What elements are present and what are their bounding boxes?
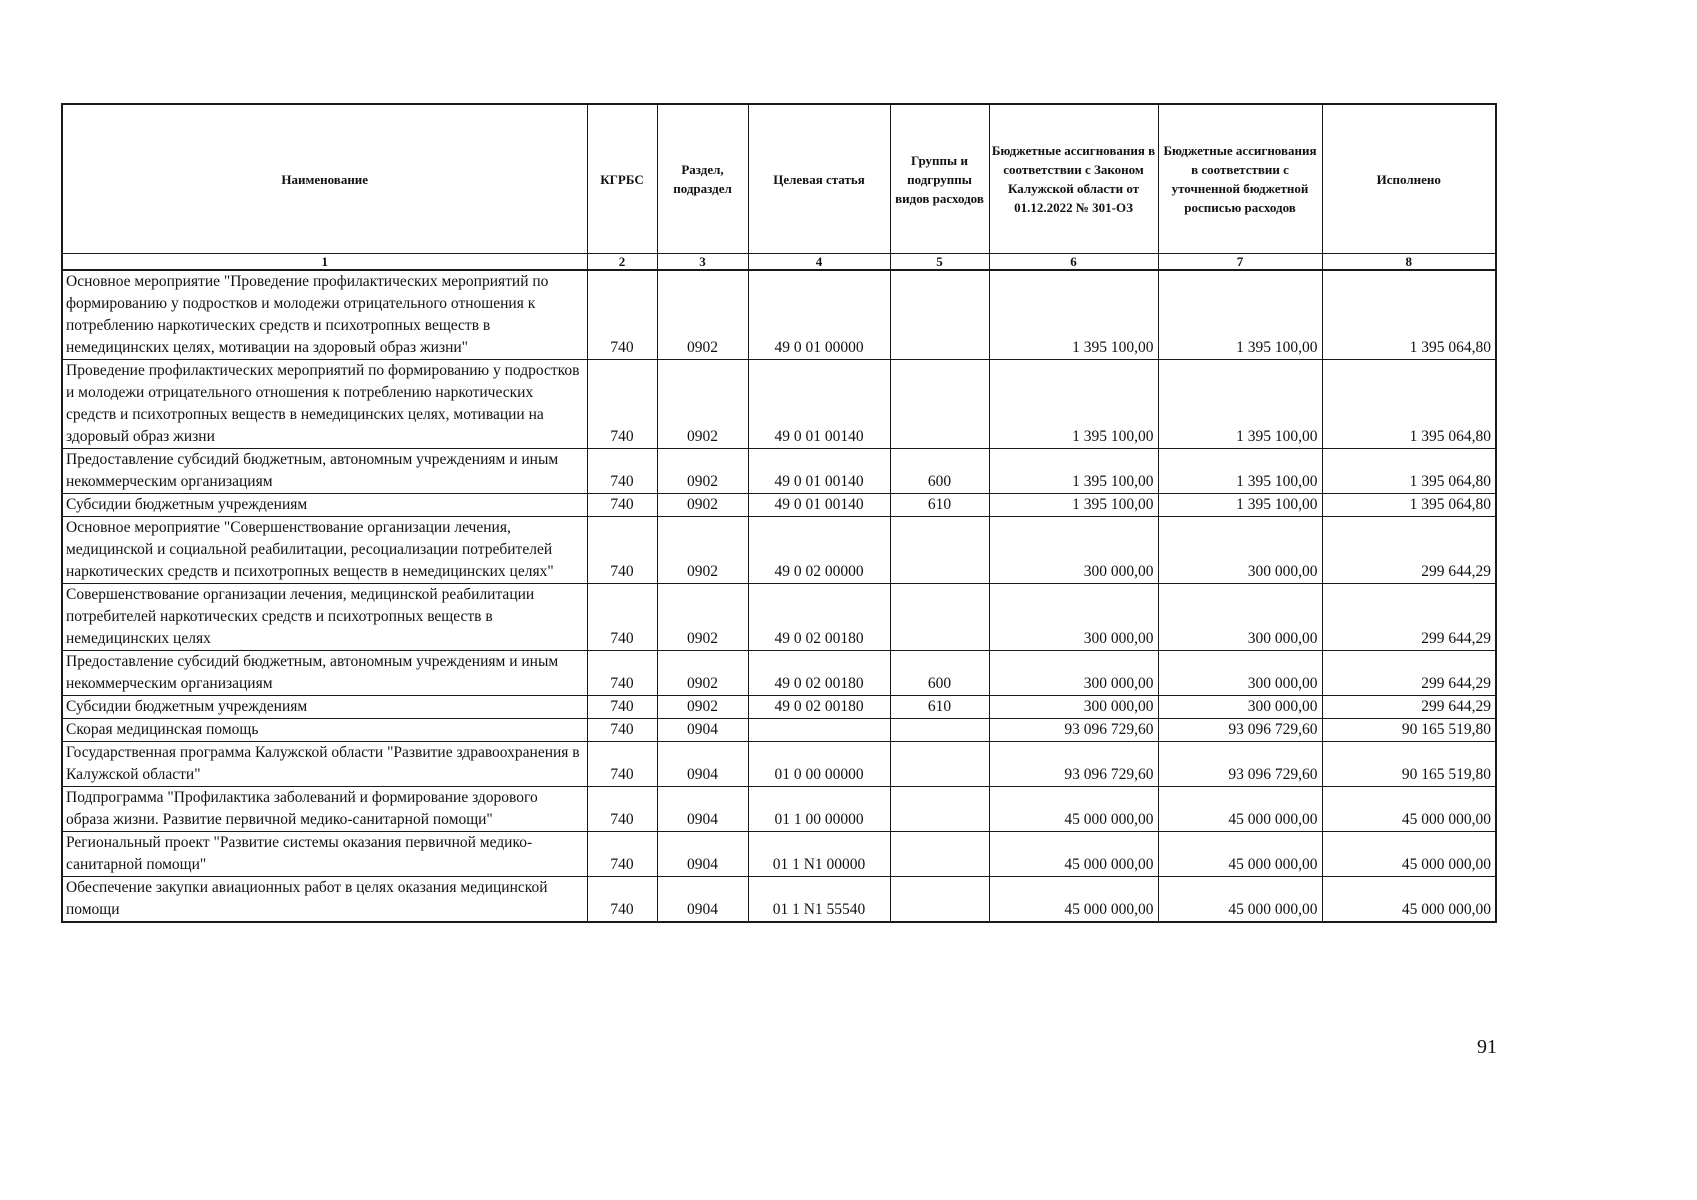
- row-executed-amount: 1 395 064,80: [1322, 360, 1496, 449]
- row-name: Основное мероприятие "Проведение профилактических мероприятий по формированию у подростков и молодежи отрицательного отношения к потреблению наркотических средств и психотропных веществ в немедицинских целях, мотивации на здоровый образ жизни": [62, 270, 587, 360]
- header-law-appropriations: Бюджетные ассигнования в соответствии с Законом Калужской области от 01.12.2022 № 301-ОЗ: [989, 104, 1158, 254]
- column-number: 1: [62, 254, 587, 271]
- row-refined-amount: 1 395 100,00: [1158, 449, 1322, 494]
- row-target: [748, 719, 890, 742]
- row-kgrbs: 740: [587, 787, 657, 832]
- table-row: [62, 832, 1496, 877]
- column-number: 8: [1322, 254, 1496, 271]
- row-refined-amount: 300 000,00: [1158, 651, 1322, 696]
- row-target: 49 0 01 00140: [748, 360, 890, 449]
- row-group: [890, 877, 989, 923]
- row-section: 0902: [657, 517, 748, 584]
- row-name: Проведение профилактических мероприятий по формированию у подростков и молодежи отрицательного отношения к потреблению наркотических средств и психотропных веществ в немедицинских целях, мотивации на здоровый образ жизни: [62, 360, 587, 449]
- row-refined-amount: 300 000,00: [1158, 584, 1322, 651]
- table-row: [62, 449, 1496, 494]
- row-executed-amount: 299 644,29: [1322, 651, 1496, 696]
- budget-execution-table: [61, 103, 1497, 923]
- row-name: Субсидии бюджетным учреждениям: [62, 696, 587, 719]
- table-row: [62, 584, 1496, 651]
- row-law-amount: 300 000,00: [989, 517, 1158, 584]
- table-row: [62, 742, 1496, 787]
- row-group: 600: [890, 449, 989, 494]
- row-section: 0904: [657, 832, 748, 877]
- row-refined-amount: 300 000,00: [1158, 696, 1322, 719]
- column-number: 4: [748, 254, 890, 271]
- row-section: 0902: [657, 651, 748, 696]
- row-group: [890, 787, 989, 832]
- row-refined-amount: 1 395 100,00: [1158, 494, 1322, 517]
- row-executed-amount: 45 000 000,00: [1322, 787, 1496, 832]
- header-groups: Группы и подгруппы видов расходов: [890, 104, 989, 254]
- header-target: Целевая статья: [748, 104, 890, 254]
- row-law-amount: 93 096 729,60: [989, 742, 1158, 787]
- row-target: 49 0 02 00180: [748, 651, 890, 696]
- column-number: 3: [657, 254, 748, 271]
- row-executed-amount: 1 395 064,80: [1322, 270, 1496, 360]
- row-executed-amount: 299 644,29: [1322, 517, 1496, 584]
- row-target: 01 1 00 00000: [748, 787, 890, 832]
- row-target: 01 1 N1 00000: [748, 832, 890, 877]
- row-law-amount: 1 395 100,00: [989, 360, 1158, 449]
- row-law-amount: 45 000 000,00: [989, 832, 1158, 877]
- row-section: 0902: [657, 584, 748, 651]
- header-executed: Исполнено: [1322, 104, 1496, 254]
- row-refined-amount: 45 000 000,00: [1158, 787, 1322, 832]
- column-numbers-row: [62, 254, 1496, 271]
- row-law-amount: 93 096 729,60: [989, 719, 1158, 742]
- row-executed-amount: 90 165 519,80: [1322, 719, 1496, 742]
- row-section: 0904: [657, 787, 748, 832]
- table-row: [62, 360, 1496, 449]
- row-refined-amount: 93 096 729,60: [1158, 719, 1322, 742]
- row-section: 0902: [657, 494, 748, 517]
- column-number: 2: [587, 254, 657, 271]
- row-name: Основное мероприятие "Совершенствование организации лечения, медицинской и социальной реабилитации, ресоциализации потребителей наркотических средств и психотропных веществ в немедицинских целях": [62, 517, 587, 584]
- row-section: 0904: [657, 719, 748, 742]
- row-kgrbs: 740: [587, 270, 657, 360]
- row-refined-amount: 45 000 000,00: [1158, 832, 1322, 877]
- row-name: Региональный проект "Развитие системы оказания первичной медико-санитарной помощи": [62, 832, 587, 877]
- row-kgrbs: 740: [587, 832, 657, 877]
- row-kgrbs: 740: [587, 517, 657, 584]
- row-name: Скорая медицинская помощь: [62, 719, 587, 742]
- row-kgrbs: 740: [587, 360, 657, 449]
- row-section: 0902: [657, 270, 748, 360]
- row-group: 600: [890, 651, 989, 696]
- table-row: [62, 719, 1496, 742]
- row-law-amount: 45 000 000,00: [989, 877, 1158, 923]
- row-kgrbs: 740: [587, 877, 657, 923]
- row-refined-amount: 300 000,00: [1158, 517, 1322, 584]
- row-executed-amount: 299 644,29: [1322, 584, 1496, 651]
- row-group: [890, 832, 989, 877]
- row-kgrbs: 740: [587, 719, 657, 742]
- row-target: 49 0 01 00000: [748, 270, 890, 360]
- row-executed-amount: 90 165 519,80: [1322, 742, 1496, 787]
- row-executed-amount: 1 395 064,80: [1322, 449, 1496, 494]
- row-law-amount: 300 000,00: [989, 584, 1158, 651]
- row-name: Субсидии бюджетным учреждениям: [62, 494, 587, 517]
- row-refined-amount: 45 000 000,00: [1158, 877, 1322, 923]
- row-kgrbs: 740: [587, 494, 657, 517]
- row-group: [890, 517, 989, 584]
- row-group: [890, 719, 989, 742]
- table-row: [62, 651, 1496, 696]
- row-law-amount: 300 000,00: [989, 696, 1158, 719]
- table-row: [62, 494, 1496, 517]
- row-kgrbs: 740: [587, 696, 657, 719]
- row-target: 49 0 02 00180: [748, 584, 890, 651]
- row-target: 49 0 01 00140: [748, 449, 890, 494]
- row-section: 0904: [657, 877, 748, 923]
- row-refined-amount: 1 395 100,00: [1158, 270, 1322, 360]
- row-kgrbs: 740: [587, 651, 657, 696]
- table-row: [62, 517, 1496, 584]
- row-group: [890, 584, 989, 651]
- page-number: 91: [1477, 1036, 1497, 1058]
- row-section: 0902: [657, 696, 748, 719]
- row-kgrbs: 740: [587, 584, 657, 651]
- row-name: Совершенствование организации лечения, медицинской реабилитации потребителей наркотических средств и психотропных веществ в немедицинских целях: [62, 584, 587, 651]
- row-section: 0904: [657, 742, 748, 787]
- row-target: 01 1 N1 55540: [748, 877, 890, 923]
- row-kgrbs: 740: [587, 449, 657, 494]
- table-row: [62, 877, 1496, 923]
- row-group: [890, 742, 989, 787]
- row-law-amount: 45 000 000,00: [989, 787, 1158, 832]
- column-number: 6: [989, 254, 1158, 271]
- row-law-amount: 300 000,00: [989, 651, 1158, 696]
- header-name: Наименование: [62, 104, 587, 254]
- row-section: 0902: [657, 449, 748, 494]
- row-refined-amount: 93 096 729,60: [1158, 742, 1322, 787]
- row-executed-amount: 1 395 064,80: [1322, 494, 1496, 517]
- row-name: Предоставление субсидий бюджетным, автономным учреждениям и иным некоммерческим организациям: [62, 449, 587, 494]
- table-row: [62, 270, 1496, 360]
- row-section: 0902: [657, 360, 748, 449]
- row-law-amount: 1 395 100,00: [989, 449, 1158, 494]
- header-section: Раздел, подраздел: [657, 104, 748, 254]
- row-group: 610: [890, 494, 989, 517]
- table-row: [62, 696, 1496, 719]
- row-executed-amount: 45 000 000,00: [1322, 832, 1496, 877]
- table-row: [62, 787, 1496, 832]
- row-executed-amount: 299 644,29: [1322, 696, 1496, 719]
- row-refined-amount: 1 395 100,00: [1158, 360, 1322, 449]
- row-target: 49 0 02 00000: [748, 517, 890, 584]
- column-number: 5: [890, 254, 989, 271]
- row-name: Подпрограмма "Профилактика заболеваний и формирование здорового образа жизни. Развитие первичной медико-санитарной помощи": [62, 787, 587, 832]
- row-law-amount: 1 395 100,00: [989, 270, 1158, 360]
- row-name: Обеспечение закупки авиационных работ в целях оказания медицинской помощи: [62, 877, 587, 923]
- row-target: 49 0 02 00180: [748, 696, 890, 719]
- row-name: Предоставление субсидий бюджетным, автономным учреждениям и иным некоммерческим организациям: [62, 651, 587, 696]
- row-target: 49 0 01 00140: [748, 494, 890, 517]
- header-refined-appropriations: Бюджетные ассигнования в соответствии с уточненной бюджетной росписью расходов: [1158, 104, 1322, 254]
- row-target: 01 0 00 00000: [748, 742, 890, 787]
- row-group: [890, 270, 989, 360]
- row-name: Государственная программа Калужской области "Развитие здравоохранения в Калужской области": [62, 742, 587, 787]
- row-kgrbs: 740: [587, 742, 657, 787]
- row-group: 610: [890, 696, 989, 719]
- header-kgrbs: КГРБС: [587, 104, 657, 254]
- row-law-amount: 1 395 100,00: [989, 494, 1158, 517]
- row-group: [890, 360, 989, 449]
- column-number: 7: [1158, 254, 1322, 271]
- row-executed-amount: 45 000 000,00: [1322, 877, 1496, 923]
